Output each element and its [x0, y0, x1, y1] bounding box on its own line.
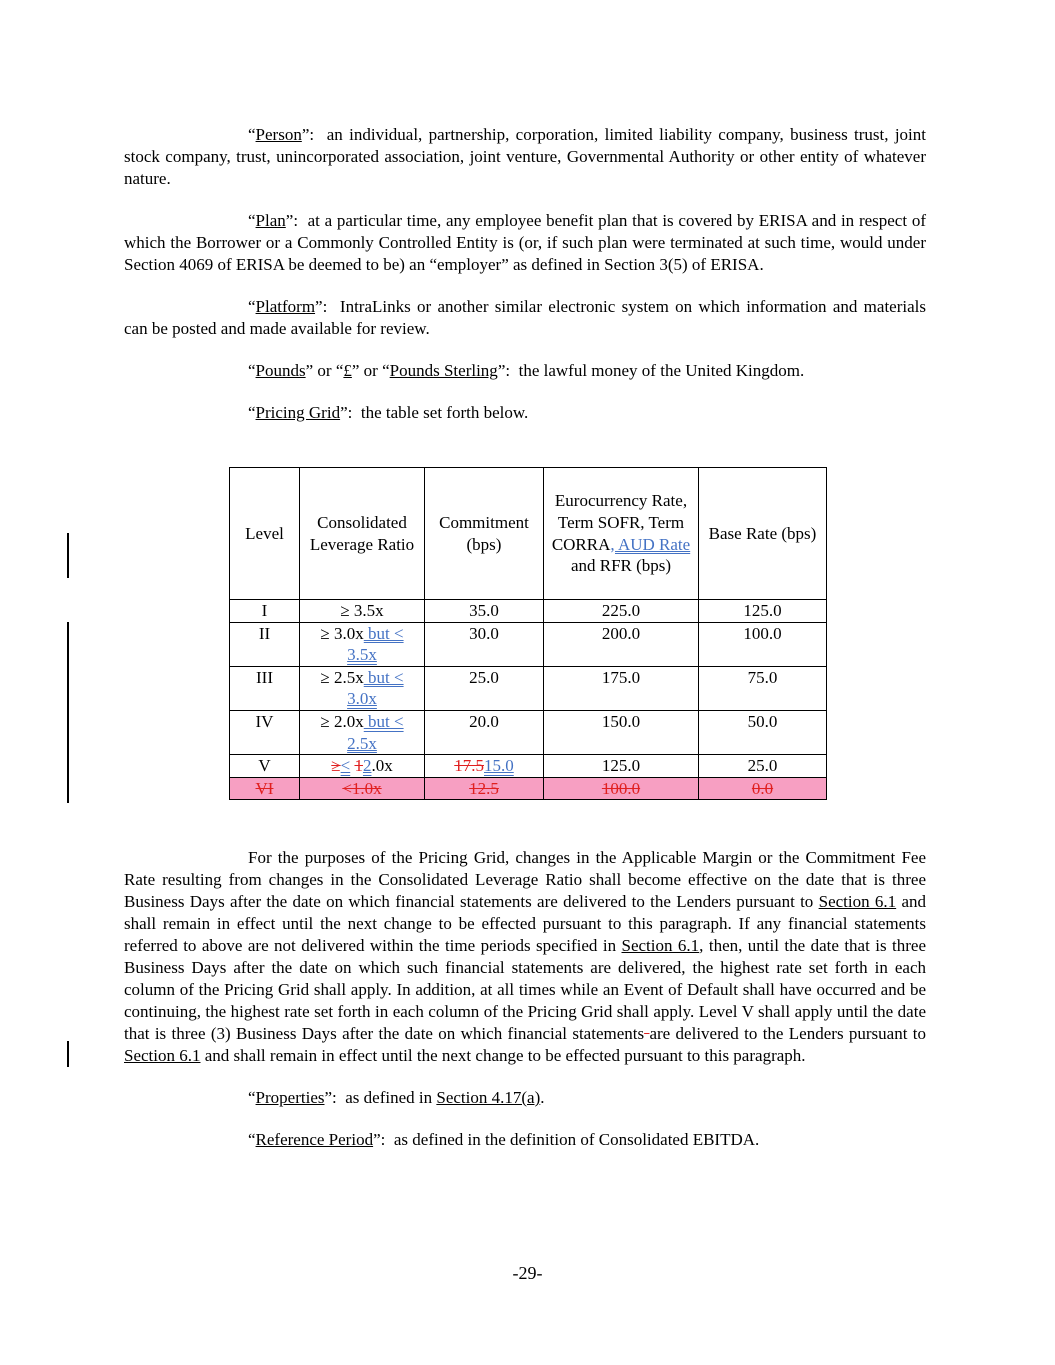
definition-properties: “Properties”: as defined in Section 4.17(a). [248, 1088, 545, 1107]
term-pounds: Pounds [255, 361, 306, 380]
definition-text: an individual, partnership, corporation, limited liability company, business trust, joint stock company, trust, unincorporated association, joint venture, Governmental Authority or other entity of whatever nature. [124, 125, 926, 188]
table-header-row [230, 468, 827, 600]
header-level: Level [230, 468, 300, 600]
cell-ratio [300, 710, 425, 754]
term-pounds-sterling: Pounds Sterling [389, 361, 498, 380]
term-plan: Plan [255, 211, 286, 230]
header-commitment: Commitment (bps) [425, 468, 544, 600]
definition-plan: “Plan”: at a particular time, any employee benefit plan that is covered by ERISA and in respect of which the Borrower or a Commonly Controlled Entity is (or, if such plan were terminated at such time, would under Section 4069 of ERISA be deemed to be) an “employer” as defined in Section 3(5) of ERISA. [124, 211, 926, 274]
cell-level: III [230, 666, 300, 710]
deleted-text: 17.5 [454, 756, 484, 776]
term-reference-period: Reference Period [255, 1130, 374, 1149]
cell-commitment: 12.5 [425, 777, 544, 800]
cell-eurocurrency: 150.0 [544, 710, 699, 754]
table-row [230, 666, 827, 710]
pricing-grid-paragraph [124, 847, 926, 1067]
cell-level: V [230, 755, 300, 778]
deleted-text: 1 [354, 756, 363, 776]
cell-level: VI [230, 777, 300, 800]
section-reference: Section 6.1 [124, 1046, 201, 1065]
cell-base-rate: 125.0 [699, 600, 827, 623]
inserted-text: , AUD Rate [610, 534, 691, 554]
separator: ” or “ [305, 361, 344, 380]
table-row [230, 710, 827, 754]
inserted-text: < [340, 756, 351, 776]
change-bar [67, 622, 69, 803]
separator: ” or “ [351, 361, 390, 380]
definition-text: IntraLinks or another similar electronic system on which information and materials can be posted and made available for review. [124, 297, 926, 338]
change-bar [67, 1041, 69, 1067]
cell-level: IV [230, 710, 300, 754]
page-number: -29- [512, 1263, 543, 1283]
cell-base-rate: 0.0 [699, 777, 827, 800]
ratio-text: ≥ 2.0x [320, 711, 364, 731]
cell-commitment [425, 755, 544, 778]
cell-base-rate: 50.0 [699, 710, 827, 754]
inserted-text: but < 3.5x [347, 623, 404, 665]
cell-base-rate: 100.0 [699, 622, 827, 666]
cell-ratio [300, 600, 425, 623]
header-eurocurrency-text: Eurocurrency Rate, Term SOFR, Term CORRA [551, 491, 688, 554]
cell-base-rate: 25.0 [699, 755, 827, 778]
section-reference: Section 6.1 [621, 936, 700, 955]
change-bar [67, 533, 69, 578]
definition-platform: “Platform”: IntraLinks or another similar electronic system on which information and materials can be posted and made available for review. [124, 297, 926, 338]
deleted-text: ≥ [331, 756, 341, 776]
header-base-rate: Base Rate (bps) [699, 468, 827, 600]
ratio-text: ≥ 3.0x [320, 623, 364, 643]
inserted-text: 2 [362, 756, 372, 776]
cell-ratio [300, 755, 425, 778]
section-reference: Section 6.1 [818, 892, 897, 911]
definition-pricing-grid: “Pricing Grid”: the table set forth below. [248, 403, 529, 422]
cell-ratio [300, 666, 425, 710]
ratio-text: ≥ 3.5x [340, 601, 384, 620]
inserted-text: 15.0 [484, 756, 514, 776]
definition-text: as defined in the definition of Consolidated EBITDA. [393, 1130, 760, 1149]
cell-eurocurrency: 125.0 [544, 755, 699, 778]
paragraph-text: , then, until the date that is three Business Days after the date on which such financial statements are delivered, the highest rate set forth in each column of the Pricing Grid shall apply. In addition, at all times while an Event of Default shall have occurred and be continuing, the highest rate set forth in each column of the Pricing Grid shall apply. Level V shall apply until the date that is three (3) Business Days after the date on which financial statements [124, 936, 926, 1043]
cell-level: I [230, 600, 300, 623]
table-row-level-vi-deleted [230, 777, 827, 800]
term-pricing-grid: Pricing Grid [255, 403, 341, 422]
paragraph-text: are delivered to the Lenders pursuant to [649, 1024, 927, 1043]
term-person: Person [255, 125, 302, 144]
cell-eurocurrency: 100.0 [544, 777, 699, 800]
section-reference: Section 4.17(a) [436, 1088, 541, 1107]
paragraph-text: and shall remain in effect until the next change to be effected pursuant to this paragraph. If any financial statements referred to above are not delivered within the time periods specified in [124, 892, 926, 955]
paragraph-text: and shall remain in effect until the next change to be effected pursuant to this paragraph. [200, 1046, 806, 1065]
cell-eurocurrency: 225.0 [544, 600, 699, 623]
pricing-grid-table [229, 467, 827, 800]
definition-reference-period: “Reference Period”: as defined in the definition of Consolidated EBITDA. [248, 1130, 760, 1149]
cell-commitment: 20.0 [425, 710, 544, 754]
definition-text: the table set forth below. [360, 403, 529, 422]
table-row-level-v [230, 755, 827, 778]
cell-base-rate: 75.0 [699, 666, 827, 710]
inserted-text: but < 2.5x [347, 711, 404, 753]
definition-pounds: “Pounds” or “£” or “Pounds Sterling”: the lawful money of the United Kingdom. [248, 361, 805, 380]
term-properties: Properties [255, 1088, 325, 1107]
cell-level: II [230, 622, 300, 666]
term-platform: Platform [255, 297, 316, 316]
cell-commitment: 25.0 [425, 666, 544, 710]
ratio-text: .0x [371, 756, 393, 776]
cell-eurocurrency: 200.0 [544, 622, 699, 666]
cell-commitment: 35.0 [425, 600, 544, 623]
header-eurocurrency-tail: and RFR (bps) [570, 556, 672, 576]
table-row [230, 600, 827, 623]
definition-text: . [540, 1088, 545, 1107]
cell-commitment: 30.0 [425, 622, 544, 666]
header-eurocurrency [544, 468, 699, 600]
definition-text: as defined in [345, 1088, 437, 1107]
ratio-text: ≥ 2.5x [320, 667, 364, 687]
header-ratio: Consolidated Leverage Ratio [300, 468, 425, 600]
definition-person: “Person”: an individual, partnership, corporation, limited liability company, business trust, joint stock company, trust, unincorporated association, joint venture, Governmental Authority or other entity of whatever nature. [124, 125, 926, 188]
paragraph-text: For the purposes of the Pricing Grid, changes in the Applicable Margin or the Commitment Fee Rate resulting from changes in the Consolidated Leverage Ratio shall become effective on the date that is three Business Days after the date on which financial statements are delivered to the Lenders pursuant to [124, 848, 926, 911]
table-row [230, 622, 827, 666]
cell-eurocurrency: 175.0 [544, 666, 699, 710]
definition-text: at a particular time, any employee benefit plan that is covered by ERISA and in respect of which the Borrower or a Commonly Controlled Entity is (or, if such plan were terminated at such time, would under Section 4069 of ERISA be deemed to be) an “employer” as defined in Section 3(5) of ERISA. [124, 211, 926, 274]
pricing-grid-paragraph-block [124, 847, 926, 1151]
cell-ratio: <1.0x [300, 777, 425, 800]
term-pound-sign: £ [343, 361, 352, 380]
definitions-top [124, 124, 926, 424]
inserted-text: but < 3.0x [347, 667, 404, 709]
definition-text: the lawful money of the United Kingdom. [518, 361, 805, 380]
cell-ratio [300, 622, 425, 666]
